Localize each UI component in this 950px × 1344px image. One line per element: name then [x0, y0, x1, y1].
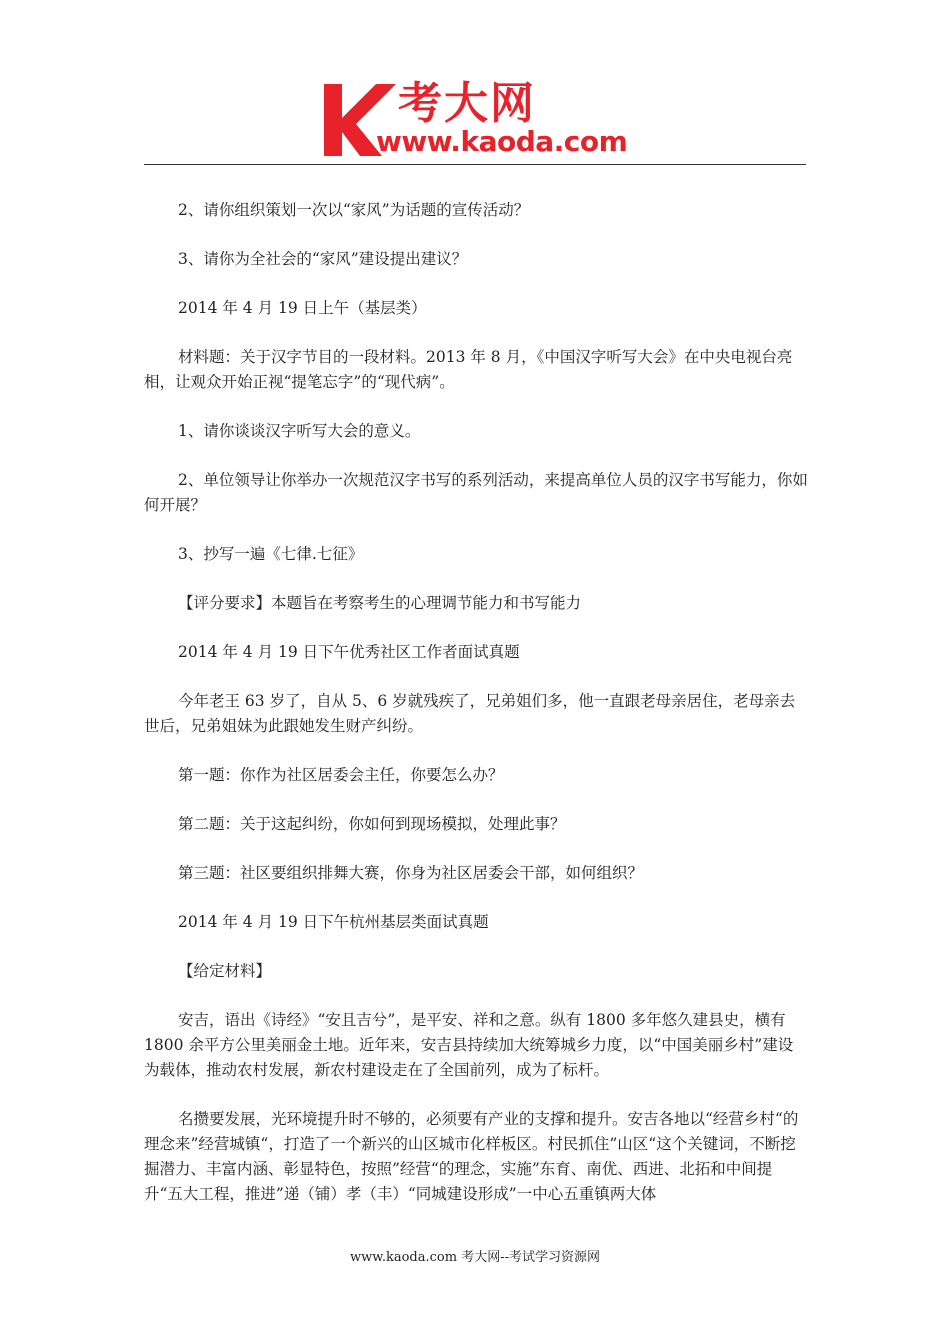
paragraph: 【给定材料】 — [178, 962, 272, 980]
paragraph: 2、单位领导让你举办一次规范汉字书写的系列活动，来提高单位人员的汉字书写能力，你如何开展？ — [144, 471, 808, 514]
paragraph: 第一题：你作为社区居委会主任，你要怎么办？ — [178, 766, 504, 784]
section-heading: 2014 年 4 月 19 日上午（基层类） — [178, 299, 427, 317]
section-heading: 2014 年 4 月 19 日下午优秀社区工作者面试真题 — [178, 643, 520, 661]
page-footer: www.kaoda.com 考大网--考试学习资源网 — [350, 1250, 600, 1265]
paragraph: 2、请你组织策划一次以“家风”为话题的宣传活动？ — [178, 201, 530, 219]
logo-brand-text: 考大网 — [398, 78, 536, 129]
paragraph: 名攒要发展，光环境提升时不够的，必须要有产业的支撑和提升。安吉各地以“经营乡村“的理念来”经营城镇“，打造了一个新兴的山区城市化样板区。村民抓住”山区“这个关键词，不断挖掘潜力、丰富内涵、彰显特色，按照”经营“的理念，实施”东育、南优、西进、北拓和中间提升“五大工程，推进”递（铺）孝（丰）“同城建设形成”一中心五重镇两大体 — [144, 1110, 799, 1203]
paragraph: 3、请你为全社会的“家风”建设提出建议？ — [178, 250, 468, 268]
header-divider — [144, 164, 806, 165]
paragraph: 材料题：关于汉字节目的一段材料。2013 年 8 月，《中国汉字听写大会》在中央电视台亮相，让观众开始正视“提笔忘字”的“现代病”。 — [144, 348, 793, 391]
paragraph: 第三题：社区要组织排舞大赛，你身为社区居委会干部，如何组织？ — [178, 864, 644, 882]
paragraph: 安吉，语出《诗经》“安且吉兮”，是平安、祥和之意。纵有 1800 多年悠久建县史，横有 1800 余平方公里美丽金土地。近年来，安吉县持续加大统筹城乡力度，以“中国美丽乡村”建设为载体，推动农村发展，新农村建设走在了全国前列，成为了标杆。 — [144, 1011, 794, 1079]
section-heading: 2014 年 4 月 19 日下午杭州基层类面试真题 — [178, 913, 489, 931]
logo-url-text: www.kaoda.com — [376, 125, 628, 158]
site-logo — [318, 78, 648, 160]
paragraph: 第二题：关于这起纠纷，你如何到现场模拟，处理此事？ — [178, 815, 566, 833]
paragraph: 今年老王 63 岁了，自从 5、6 岁就残疾了，兄弟姐们多，他一直跟老母亲居住，老母亲去世后，兄弟姐妹为此跟她发生财产纠纷。 — [144, 692, 796, 735]
document-body — [144, 198, 808, 1231]
paragraph: 3、抄写一遍《七律.七征》 — [178, 545, 364, 563]
paragraph: 【评分要求】本题旨在考察考生的心理调节能力和书写能力 — [178, 594, 582, 612]
paragraph: 1、请你谈谈汉字听写大会的意义。 — [178, 422, 421, 440]
